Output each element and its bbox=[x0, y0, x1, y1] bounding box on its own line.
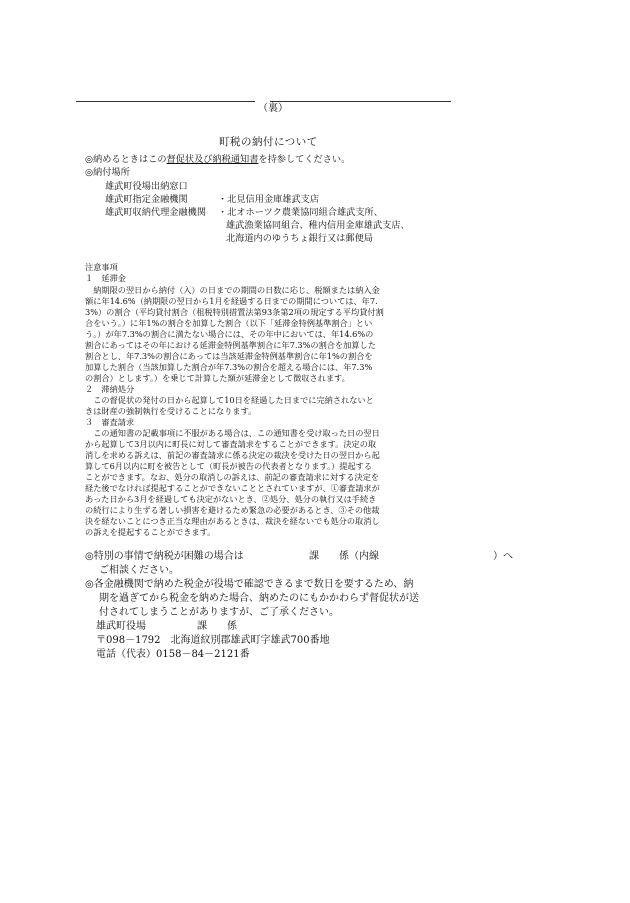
top-rule-right bbox=[270, 101, 451, 102]
back-side-label: （裏） bbox=[258, 103, 288, 114]
special-p1: ◎特別の事情で納税が困難の場合は bbox=[85, 551, 244, 562]
places-row2-value: ・北見信用金庫雄武支店 bbox=[218, 194, 320, 205]
top-rule-left bbox=[76, 101, 255, 102]
sec1-line: う。）が年7.3%の割合に満たない場合には、その年中においては、年14.6%の bbox=[85, 329, 374, 339]
notice-underlined: 督促状及び納税通知書 bbox=[166, 154, 259, 165]
sec3-line: あった日から3月を経過しても決定がないとき、②処分、処分の執行又は手続き bbox=[85, 494, 377, 504]
sec1-line: 納期限の翌日から納付（入）の日までの期間の日数に応じ、税額または納入金 bbox=[85, 285, 380, 295]
places-row4: 雄武漁業協同組合、稚内信用金庫雄武支店、 bbox=[226, 220, 410, 231]
bank-note-line: ◎各金融機関で納めた税金が役場で確認できるまで数日を要するため、納 bbox=[85, 579, 414, 590]
special-p2: 課 係（内線 bbox=[309, 551, 379, 562]
sec1-line: 加算した割合（当該加算した割合が年7.3%の割合を超える場合には、年7.3% bbox=[85, 362, 373, 372]
sec3-title: ３ 審査請求 bbox=[85, 417, 135, 427]
places-row1: 雄武町役場出納窓口 bbox=[105, 181, 188, 192]
notes-heading: 注意事項 bbox=[85, 262, 118, 272]
sec1-line: 割合とし、年7.3%の割合にあっては当該延滞金特例基準割合に年1%の割合を bbox=[85, 351, 373, 361]
notice-text bbox=[85, 155, 350, 164]
places-row5: 北海道内のゆうちょ銀行又は郵便局 bbox=[226, 233, 373, 244]
places-row3-label: 雄武町収納代理金融機関 bbox=[105, 207, 207, 218]
sec2-line: きは財産の強制執行を受けることになります。 bbox=[85, 406, 257, 416]
places-heading: ◎納付場所 bbox=[85, 167, 130, 178]
sec3-line: 経た後でなければ提起することができないこととされていますが、①審査請求が bbox=[85, 483, 380, 493]
sec1-line: 3%）の割合（平均貸付割合（租税特別措置法第93条第2項の規定する平均貸付割 bbox=[85, 307, 384, 317]
sec3-line: 算して6月以内に町を被告として（町長が被告の代表者となります。）提起する bbox=[85, 461, 373, 471]
special-p3: ）へ bbox=[493, 551, 513, 562]
places-row3-value: ・北オホーツク農業協同組合雄武支所、 bbox=[218, 207, 383, 218]
places-row2-label: 雄武町指定金融機関 bbox=[105, 194, 188, 205]
special-line2: ご相談ください。 bbox=[99, 565, 179, 576]
contact-phone: 電話（代表）0158－84－2121番 bbox=[96, 649, 250, 660]
sec3-line: ことができます。なお、処分の取消しの訴えは、前記の審査請求に対する決定を bbox=[85, 472, 380, 482]
page-title: 町税の納付について bbox=[219, 136, 318, 148]
contact-office: 雄武町役場 bbox=[96, 621, 146, 632]
bank-note-line: 付されてしまうことがありますが、ご了承ください。 bbox=[99, 607, 339, 618]
sec3-line: この通知書の記載事項に不服がある場合は、この通知書を受け取った日の翌日 bbox=[85, 428, 380, 438]
sec1-title: １ 延滞金 bbox=[85, 273, 126, 283]
sec2-title: ２ 滞納処分 bbox=[85, 384, 135, 394]
contact-dept: 課 係 bbox=[197, 621, 237, 632]
sec1-line: 額に年14.6%（納期限の翌日から1月を経過する日までの期間については、年7. bbox=[85, 296, 378, 306]
sec3-line: 決を経ないことにつき正当な理由があるときは、裁決を経ないでも処分の取消し bbox=[85, 516, 380, 526]
sec1-line: の割合）とします。）を乗じて計算した額が延滞金として徴収されます。 bbox=[85, 373, 350, 383]
sec3-line: から起算して3月以内に町長に対して審査請求をすることができます。決定の取 bbox=[85, 439, 377, 449]
sec2-line: この督促状の発付の日から起算して10日を経過した日までに完納されないと bbox=[85, 395, 374, 405]
sec3-line: の続行により生ずる著しい損害を避けるため緊急の必要があるとき、③その他裁 bbox=[85, 505, 380, 515]
bank-note-line: 期を過ぎてから税金を納めた場合、納めたのにもかかわらず督促状が送 bbox=[99, 593, 419, 604]
notice-suffix: を持参してください。 bbox=[258, 154, 351, 165]
sec3-line: 消しを求める訴えは、前記の審査請求に係る決定の裁決を受けた日の翌日から起 bbox=[85, 450, 380, 460]
contact-address: 〒098－1792 北海道紋別郡雄武町字雄武700番地 bbox=[96, 635, 330, 646]
sec1-line: 合をいう。）に年1%の割合を加算した割合（以下「延滞金特例基準割合」とい bbox=[85, 318, 373, 328]
notice-prefix: ◎納めるときはこの bbox=[85, 154, 167, 165]
sec3-line: の訴えを提起することができます。 bbox=[85, 527, 216, 537]
sec1-line: 割合にあってはその年における延滞金特例基準割合に年7.3%の割合を加算した bbox=[85, 340, 376, 350]
